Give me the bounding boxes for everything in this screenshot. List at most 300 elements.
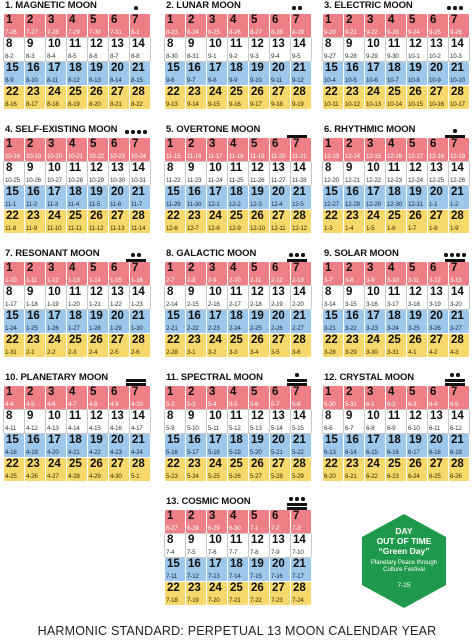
gregorian-date: 2-11 [250, 277, 262, 284]
day-number: 28 [451, 86, 464, 98]
gregorian-date: 12-26 [450, 177, 465, 184]
day-number: 7 [293, 138, 300, 150]
moon-header [165, 0, 310, 14]
day-number: 12 [90, 286, 103, 298]
gregorian-date: 2-8 [187, 277, 196, 284]
day-number: 21 [132, 434, 145, 446]
day-cell [291, 186, 311, 209]
gregorian-date: 11-23 [187, 177, 202, 184]
day-number: 27 [272, 582, 285, 594]
day-number: 13 [272, 286, 285, 298]
day-number: 6 [272, 14, 279, 26]
gregorian-date: 12-23 [387, 177, 402, 184]
gregorian-date: 12-15 [366, 153, 381, 160]
day-cell [386, 14, 406, 37]
day-cell [386, 262, 406, 285]
tone-dot [143, 130, 147, 134]
day-cell [165, 434, 185, 457]
gregorian-date: 10-27 [47, 177, 62, 184]
gregorian-date: 3-16 [366, 301, 378, 308]
day-number: 23 [188, 582, 201, 594]
day-cell [130, 262, 150, 285]
day-cell [291, 582, 311, 605]
day-number: 5 [251, 510, 258, 522]
day-number: 18 [230, 558, 243, 570]
day-number: 10 [367, 410, 380, 422]
day-cell [186, 138, 206, 161]
day-number: 13 [430, 286, 443, 298]
moon-day-grid [4, 14, 149, 109]
day-number: 27 [111, 458, 124, 470]
day-cell [186, 434, 206, 457]
day-number: 17 [209, 310, 222, 322]
day-number: 26 [251, 86, 264, 98]
day-cell [88, 162, 108, 185]
gregorian-date: 11-1 [5, 201, 17, 208]
day-number: 2 [346, 386, 353, 398]
day-cell [249, 510, 269, 533]
day-cell [344, 286, 364, 309]
day-cell [228, 458, 248, 481]
day-number: 8 [325, 38, 332, 50]
day-cell [165, 386, 185, 409]
gregorian-date: 4-26 [26, 473, 38, 480]
moon-title: 5. OVERTONE MOON [166, 124, 261, 135]
day-cell [186, 386, 206, 409]
day-cell [88, 310, 108, 333]
gregorian-date: 2-14 [166, 301, 178, 308]
day-number: 19 [409, 186, 422, 198]
day-cell [207, 434, 227, 457]
day-number: 24 [209, 334, 222, 346]
day-number: 11 [69, 38, 82, 50]
day-cell [407, 458, 427, 481]
day-number: 6 [111, 138, 118, 150]
day-number: 6 [272, 262, 279, 274]
day-number: 10 [209, 162, 222, 174]
day-number: 26 [409, 334, 422, 346]
day-cell [449, 38, 469, 61]
day-number: 11 [69, 286, 82, 298]
day-number: 25 [69, 86, 82, 98]
day-number: 27 [430, 458, 443, 470]
gregorian-date: 3-18 [408, 301, 420, 308]
day-cell [344, 162, 364, 185]
day-cell [344, 38, 364, 61]
day-number: 15 [167, 186, 180, 198]
gregorian-date: 8-22 [131, 101, 143, 108]
day-cell [207, 510, 227, 533]
moon-day-grid [165, 262, 310, 357]
day-out-line2: OUT OF TIME [376, 536, 432, 546]
gregorian-date: 8-11 [47, 77, 59, 84]
gregorian-date: 4-2 [429, 349, 438, 356]
day-number: 15 [167, 558, 180, 570]
moon-header [323, 124, 468, 138]
moon-title: 2. LUNAR MOON [166, 0, 241, 11]
gregorian-date: 5-26 [229, 473, 241, 480]
moon-day-grid [4, 138, 149, 233]
gregorian-date: 4-22 [89, 449, 101, 456]
day-cell [130, 138, 150, 161]
day-cell [25, 410, 45, 433]
moon-block [323, 124, 468, 233]
day-number: 7 [293, 262, 300, 274]
day-cell [291, 334, 311, 357]
moon-title: 8. GALACTIC MOON [166, 248, 257, 259]
day-cell [207, 186, 227, 209]
day-cell [165, 410, 185, 433]
day-cell [165, 458, 185, 481]
gregorian-date: 11-12 [89, 225, 104, 232]
day-cell [386, 86, 406, 109]
day-cell [270, 510, 290, 533]
gregorian-date: 12-11 [271, 225, 286, 232]
gregorian-date: 3-6 [292, 349, 301, 356]
tone-dot [462, 253, 466, 257]
day-number: 19 [251, 558, 264, 570]
gregorian-date: 5-13 [250, 425, 262, 432]
gregorian-date: 9-28 [345, 53, 357, 60]
day-number: 15 [325, 434, 338, 446]
gregorian-date: 8-30 [166, 53, 178, 60]
day-cell [207, 86, 227, 109]
day-number: 20 [111, 434, 124, 446]
day-number: 5 [90, 138, 97, 150]
gregorian-date: 4-30 [110, 473, 122, 480]
gregorian-date: 3-29 [345, 349, 357, 356]
day-cell [186, 410, 206, 433]
day-cell [365, 86, 385, 109]
gregorian-date: 8-12 [68, 77, 80, 84]
day-number: 20 [111, 310, 124, 322]
day-cell [186, 210, 206, 233]
gregorian-date: 7-6 [208, 549, 217, 556]
day-number: 26 [90, 210, 103, 222]
moon-day-grid [323, 262, 468, 357]
day-number: 9 [27, 38, 34, 50]
day-cell [186, 334, 206, 357]
day-number: 13 [430, 162, 443, 174]
gregorian-date: 8-26 [229, 29, 241, 36]
gregorian-date: 3-8 [345, 277, 354, 284]
day-cell [386, 186, 406, 209]
day-number: 21 [132, 62, 145, 74]
day-cell [4, 38, 24, 61]
day-number: 5 [251, 386, 258, 398]
day-cell [4, 62, 24, 85]
day-cell [25, 38, 45, 61]
day-cell [4, 310, 24, 333]
day-number: 23 [27, 86, 40, 98]
day-cell [207, 582, 227, 605]
gregorian-date: 7-5 [187, 549, 196, 556]
gregorian-date: 4-17 [131, 425, 143, 432]
day-cell [386, 310, 406, 333]
tone-dot [295, 253, 299, 257]
gregorian-date: 3-25 [408, 325, 420, 332]
day-cell [165, 534, 185, 557]
day-cell [407, 410, 427, 433]
calendar-footer-title: HARMONIC STANDARD: PERPETUAL 13 MOON CALENDAR YEAR [37, 624, 437, 638]
day-number: 6 [272, 138, 279, 150]
gregorian-date: 11-7 [131, 201, 143, 208]
gregorian-date: 12-3 [250, 201, 262, 208]
gregorian-date: 11-28 [292, 177, 307, 184]
day-cell [323, 14, 343, 37]
day-cell [130, 286, 150, 309]
day-number: 10 [209, 286, 222, 298]
gregorian-date: 8-29 [292, 29, 304, 36]
gregorian-date: 8-3 [26, 53, 35, 60]
day-number: 20 [430, 310, 443, 322]
gregorian-date: 2-28 [166, 349, 178, 356]
gregorian-date: 5-25 [208, 473, 220, 480]
day-cell [270, 210, 290, 233]
day-number: 19 [90, 186, 103, 198]
day-cell [407, 310, 427, 333]
day-number: 25 [230, 334, 243, 346]
day-number: 21 [451, 186, 464, 198]
day-cell [291, 62, 311, 85]
day-cell [109, 286, 129, 309]
gregorian-date: 12-9 [229, 225, 241, 232]
gregorian-date: 11-21 [292, 153, 307, 160]
gregorian-date: 5-11 [208, 425, 220, 432]
gregorian-date: 10-24 [131, 153, 146, 160]
moon-header [323, 0, 468, 14]
day-cell [449, 458, 469, 481]
day-cell [109, 62, 129, 85]
day-cell [4, 386, 24, 409]
day-cell [407, 14, 427, 37]
gregorian-date: 2-27 [292, 325, 304, 332]
day-number: 15 [167, 310, 180, 322]
day-cell [365, 38, 385, 61]
gregorian-date: 11-27 [271, 177, 286, 184]
day-number: 7 [293, 510, 300, 522]
day-cell [270, 410, 290, 433]
day-number: 27 [272, 458, 285, 470]
day-cell [344, 86, 364, 109]
day-number: 7 [132, 262, 139, 274]
day-number: 10 [48, 162, 61, 174]
day-cell [323, 162, 343, 185]
gregorian-date: 4-18 [5, 449, 17, 456]
day-cell [428, 386, 448, 409]
day-number: 9 [188, 162, 195, 174]
day-cell [270, 386, 290, 409]
day-cell [130, 86, 150, 109]
gregorian-date: 2-1 [26, 349, 35, 356]
day-cell [25, 210, 45, 233]
gregorian-date: 10-25 [5, 177, 20, 184]
day-cell [88, 286, 108, 309]
day-number: 18 [230, 186, 243, 198]
gregorian-date: 8-21 [110, 101, 122, 108]
gregorian-date: 6-23 [387, 473, 399, 480]
day-number: 21 [293, 62, 306, 74]
day-number: 19 [251, 62, 264, 74]
day-cell [323, 310, 343, 333]
gregorian-date: 4-19 [26, 449, 38, 456]
gregorian-date: 10-20 [47, 153, 62, 160]
day-cell [4, 334, 24, 357]
gregorian-date: 5-21 [271, 449, 283, 456]
gregorian-date: 8-20 [89, 101, 101, 108]
day-cell [228, 310, 248, 333]
gregorian-date: 1-23 [131, 301, 143, 308]
day-number: 10 [209, 534, 222, 546]
day-cell [186, 86, 206, 109]
day-cell [186, 534, 206, 557]
day-cell [344, 262, 364, 285]
gregorian-date: 12-29 [366, 201, 381, 208]
moon-block [323, 248, 468, 357]
day-number: 7 [132, 14, 139, 26]
day-cell [46, 86, 66, 109]
day-cell [207, 138, 227, 161]
gregorian-date: 1-22 [110, 301, 122, 308]
gregorian-date: 3-10 [387, 277, 399, 284]
day-number: 28 [293, 458, 306, 470]
tone-glyph-icon [125, 1, 147, 13]
day-cell [67, 138, 87, 161]
day-number: 6 [272, 510, 279, 522]
gregorian-date: 4-1 [408, 349, 417, 356]
day-cell [228, 14, 248, 37]
day-cell [249, 534, 269, 557]
gregorian-date: 6-1 [366, 401, 375, 408]
gregorian-date: 12-31 [408, 201, 423, 208]
day-number: 11 [388, 410, 401, 422]
day-number: 26 [251, 210, 264, 222]
tone-bar [287, 379, 307, 382]
day-cell [67, 162, 87, 185]
gregorian-date: 4-4 [5, 401, 14, 408]
moon-block [323, 372, 468, 481]
gregorian-date: 5-27 [250, 473, 262, 480]
day-number: 25 [69, 210, 82, 222]
day-cell [46, 334, 66, 357]
day-number: 12 [251, 162, 264, 174]
gregorian-date: 8-13 [89, 77, 101, 84]
day-cell [344, 458, 364, 481]
day-cell [46, 410, 66, 433]
day-cell [407, 386, 427, 409]
day-cell [4, 434, 24, 457]
day-number: 13 [111, 286, 124, 298]
day-cell [165, 86, 185, 109]
day-number: 16 [27, 186, 40, 198]
day-cell [186, 310, 206, 333]
day-number: 9 [346, 162, 353, 174]
day-cell [186, 510, 206, 533]
gregorian-date: 6-10 [408, 425, 420, 432]
day-cell [67, 334, 87, 357]
gregorian-date: 6-30 [229, 525, 241, 532]
tone-dot [289, 253, 293, 257]
moon-day-grid [165, 510, 310, 605]
gregorian-date: 8-2 [5, 53, 14, 60]
day-number: 2 [346, 138, 353, 150]
moon-title: 10. PLANETARY MOON [5, 372, 109, 383]
day-number: 27 [272, 210, 285, 222]
day-cell [130, 186, 150, 209]
day-cell [365, 162, 385, 185]
day-number: 4 [69, 262, 76, 274]
gregorian-date: 4-15 [89, 425, 101, 432]
day-cell [428, 138, 448, 161]
tone-dot [447, 6, 451, 10]
day-cell [165, 14, 185, 37]
day-number: 23 [27, 334, 40, 346]
day-number: 28 [293, 210, 306, 222]
tone-dot [453, 6, 457, 10]
day-cell [407, 86, 427, 109]
day-number: 28 [293, 582, 306, 594]
gregorian-date: 3-17 [387, 301, 399, 308]
gregorian-date: 6-4 [429, 401, 438, 408]
gregorian-date: 12-6 [166, 225, 178, 232]
gregorian-date: 1-27 [68, 325, 80, 332]
day-cell [130, 334, 150, 357]
tone-dot [295, 497, 299, 501]
day-cell [4, 14, 24, 37]
tone-dot [295, 373, 299, 377]
day-number: 11 [230, 38, 243, 50]
day-number: 20 [272, 186, 285, 198]
day-cell [386, 458, 406, 481]
gregorian-date: 7-20 [208, 597, 220, 604]
gregorian-date: 5-1 [131, 473, 140, 480]
day-number: 2 [346, 14, 353, 26]
gregorian-date: 4-5 [26, 401, 35, 408]
moon-day-grid [165, 14, 310, 109]
day-cell [88, 386, 108, 409]
day-number: 15 [6, 186, 19, 198]
day-cell [25, 458, 45, 481]
day-cell [270, 558, 290, 581]
gregorian-date: 9-9 [229, 77, 238, 84]
day-cell [249, 410, 269, 433]
gregorian-date: 1-21 [89, 301, 101, 308]
day-cell [228, 534, 248, 557]
gregorian-date: 11-24 [208, 177, 223, 184]
moon-title: 7. RESONANT MOON [5, 248, 100, 259]
gregorian-date: 8-16 [5, 101, 17, 108]
day-number: 10 [367, 286, 380, 298]
gregorian-date: 6-24 [408, 473, 420, 480]
day-cell [228, 386, 248, 409]
day-number: 6 [430, 138, 437, 150]
day-number: 28 [132, 86, 145, 98]
day-number: 16 [188, 186, 201, 198]
day-number: 3 [48, 262, 55, 274]
day-number: 10 [48, 38, 61, 50]
day-cell [130, 458, 150, 481]
day-cell [365, 410, 385, 433]
gregorian-date: 11-22 [166, 177, 181, 184]
day-number: 15 [167, 62, 180, 74]
day-cell [46, 186, 66, 209]
day-cell [4, 286, 24, 309]
day-cell [228, 62, 248, 85]
gregorian-date: 7-14 [229, 573, 241, 580]
gregorian-date: 7-10 [292, 549, 304, 556]
gregorian-date: 5-7 [271, 401, 280, 408]
gregorian-date: 3-3 [229, 349, 238, 356]
